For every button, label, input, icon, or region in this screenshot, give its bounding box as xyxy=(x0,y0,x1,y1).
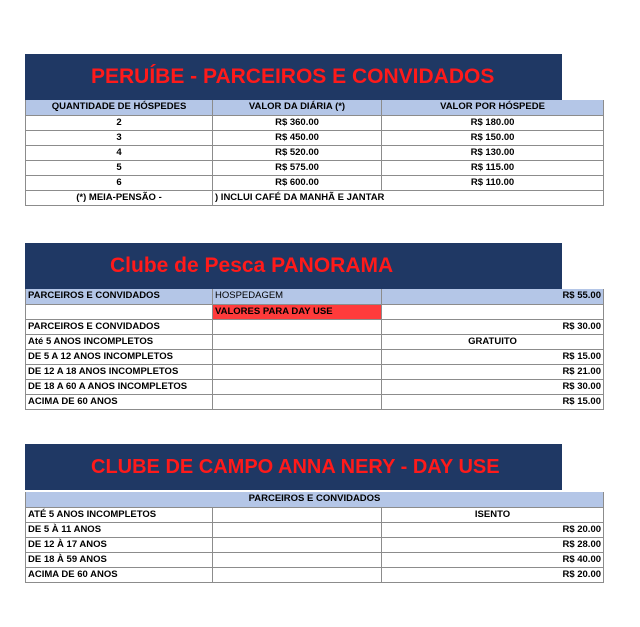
price-cell: R$ 20.00 xyxy=(382,567,604,582)
empty-cell xyxy=(213,349,382,364)
price-cell: R$ 55.00 xyxy=(382,289,604,304)
per-guest-cell: R$ 150.00 xyxy=(382,130,604,145)
peruibe-header-row xyxy=(26,100,604,115)
daily-rate-cell: R$ 600.00 xyxy=(213,175,382,190)
column-header: QUANTIDADE DE HÓSPEDES xyxy=(26,100,213,115)
daily-rate-cell: R$ 520.00 xyxy=(213,145,382,160)
per-guest-cell: R$ 130.00 xyxy=(382,145,604,160)
panorama-title-banner xyxy=(25,243,562,289)
empty-cell xyxy=(213,334,382,349)
table-row xyxy=(26,379,604,394)
age-range-cell: ACIMA DE 60 ANOS xyxy=(26,567,213,582)
age-range-cell: PARCEIROS E CONVIDADOS xyxy=(26,319,213,334)
price-cell: R$ 21.00 xyxy=(382,364,604,379)
empty-cell xyxy=(213,394,382,409)
peruibe-title-banner xyxy=(25,54,562,100)
empty-cell xyxy=(213,537,382,552)
price-cell: R$ 15.00 xyxy=(382,394,604,409)
guests-cell: 3 xyxy=(26,130,213,145)
day-use-label: VALORES PARA DAY USE xyxy=(213,304,382,319)
age-range-cell: Até 5 ANOS INCOMPLETOS xyxy=(26,334,213,349)
guests-cell: 4 xyxy=(26,145,213,160)
table-row xyxy=(26,552,604,567)
table-row xyxy=(26,319,604,334)
panorama-lodging-row xyxy=(26,289,604,304)
peruibe-table xyxy=(25,100,604,206)
empty-cell xyxy=(26,304,213,319)
age-range-cell: DE 12 À 17 ANOS xyxy=(26,537,213,552)
age-range-cell: DE 18 À 59 ANOS xyxy=(26,552,213,567)
per-guest-cell: R$ 115.00 xyxy=(382,160,604,175)
empty-cell xyxy=(213,364,382,379)
table-row xyxy=(26,175,604,190)
table-row xyxy=(26,537,604,552)
daily-rate-cell: R$ 450.00 xyxy=(213,130,382,145)
table-row xyxy=(26,334,604,349)
anna-nery-title-banner xyxy=(25,444,562,490)
table-row xyxy=(26,115,604,130)
table-row xyxy=(26,364,604,379)
table-row xyxy=(26,507,604,522)
age-range-cell: DE 5 A 12 ANOS INCOMPLETOS xyxy=(26,349,213,364)
empty-cell xyxy=(213,522,382,537)
price-cell: ISENTO xyxy=(382,507,604,522)
day-use-label-row xyxy=(26,304,604,319)
note-left: (*) MEIA-PENSÃO - xyxy=(26,190,213,205)
column-header: VALOR DA DIÁRIA (*) xyxy=(213,100,382,115)
price-cell: R$ 15.00 xyxy=(382,349,604,364)
age-range-cell: DE 18 A 60 A ANOS INCOMPLETOS xyxy=(26,379,213,394)
category-cell: PARCEIROS E CONVIDADOS xyxy=(26,289,213,304)
anna-nery-title: CLUBE DE CAMPO ANNA NERY - DAY USE xyxy=(91,455,500,478)
column-header: VALOR POR HÓSPEDE xyxy=(382,100,604,115)
lodging-label: HOSPEDAGEM xyxy=(213,289,382,304)
anna-nery-header-row xyxy=(26,492,604,507)
age-range-cell: DE 12 A 18 ANOS INCOMPLETOS xyxy=(26,364,213,379)
table-row xyxy=(26,349,604,364)
daily-rate-cell: R$ 360.00 xyxy=(213,115,382,130)
table-row xyxy=(26,145,604,160)
panorama-title: Clube de Pesca PANORAMA xyxy=(110,254,394,277)
empty-cell xyxy=(213,379,382,394)
empty-cell xyxy=(213,552,382,567)
note-row xyxy=(26,190,604,205)
guests-cell: 2 xyxy=(26,115,213,130)
anna-nery-table xyxy=(25,492,604,583)
daily-rate-cell: R$ 575.00 xyxy=(213,160,382,175)
empty-cell xyxy=(213,567,382,582)
table-row xyxy=(26,130,604,145)
guests-cell: 6 xyxy=(26,175,213,190)
age-range-cell: DE 5 À 11 ANOS xyxy=(26,522,213,537)
age-range-cell: ACIMA DE 60 ANOS xyxy=(26,394,213,409)
table-row xyxy=(26,394,604,409)
peruibe-title: PERUÍBE - PARCEIROS E CONVIDADOS xyxy=(91,65,495,88)
price-cell: GRATUITO xyxy=(382,334,604,349)
age-range-cell: ATÉ 5 ANOS INCOMPLETOS xyxy=(26,507,213,522)
price-cell: R$ 30.00 xyxy=(382,379,604,394)
guests-cell: 5 xyxy=(26,160,213,175)
per-guest-cell: R$ 180.00 xyxy=(382,115,604,130)
price-cell: R$ 28.00 xyxy=(382,537,604,552)
empty-cell xyxy=(213,507,382,522)
price-cell: R$ 30.00 xyxy=(382,319,604,334)
per-guest-cell: R$ 110.00 xyxy=(382,175,604,190)
empty-cell xyxy=(213,319,382,334)
panorama-table xyxy=(25,289,604,410)
column-header: PARCEIROS E CONVIDADOS xyxy=(26,492,604,507)
price-cell: R$ 40.00 xyxy=(382,552,604,567)
table-row xyxy=(26,160,604,175)
table-row xyxy=(26,567,604,582)
price-cell: R$ 20.00 xyxy=(382,522,604,537)
note-right: ) INCLUI CAFÉ DA MANHÃ E JANTAR xyxy=(213,190,604,205)
empty-cell xyxy=(382,304,604,319)
table-row xyxy=(26,522,604,537)
